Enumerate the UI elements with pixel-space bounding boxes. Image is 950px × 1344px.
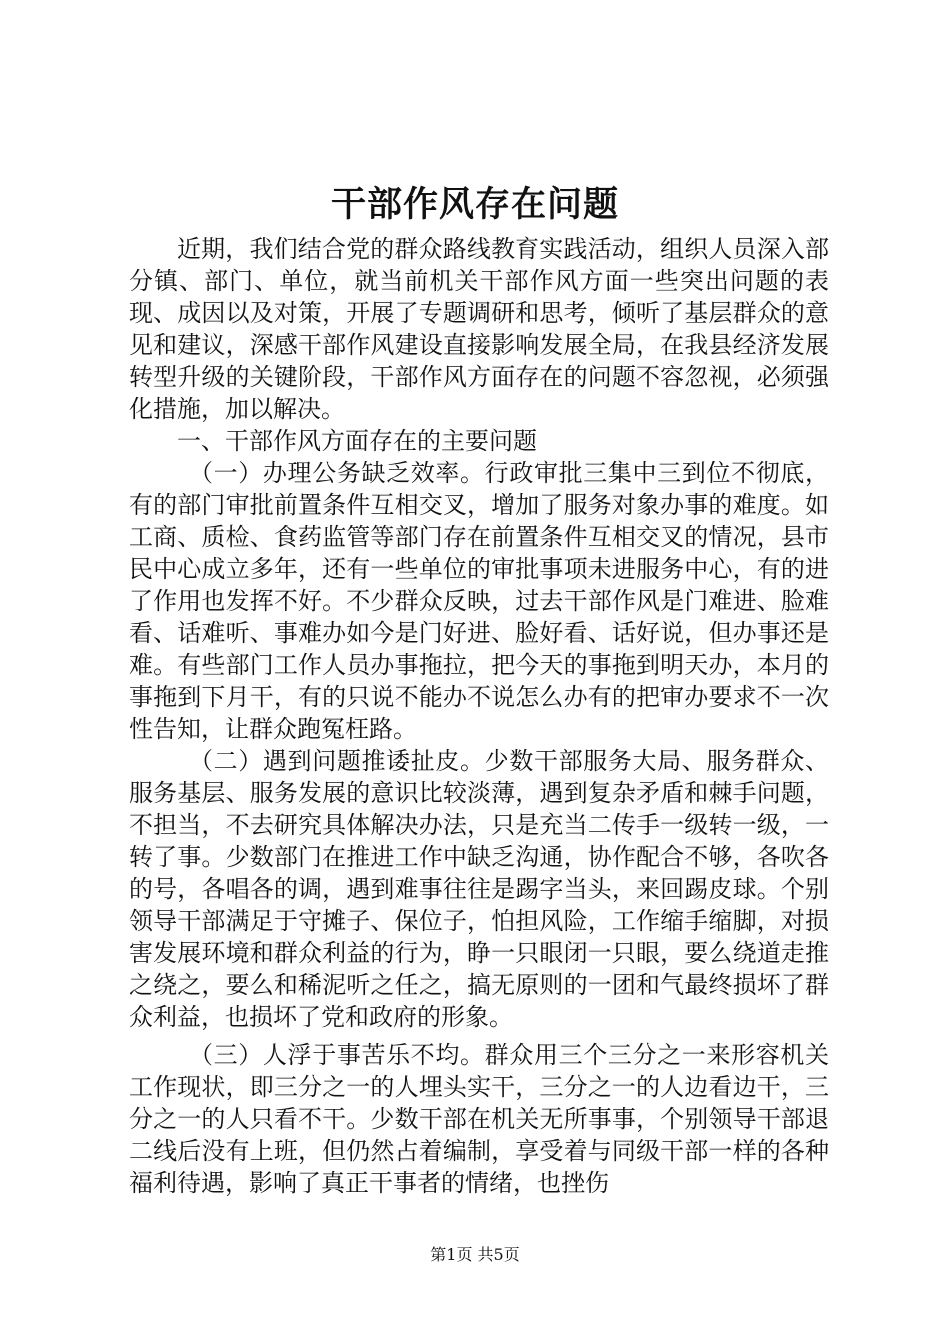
page-title: 干部作风存在问题 bbox=[330, 184, 619, 225]
document-body bbox=[129, 233, 829, 1199]
issue-paragraph-2: （二）遇到问题推诿扯皮。少数干部服务大局、服务群众、服务基层、服务发展的意识比较淡薄，遇到复杂矛盾和棘手问题，不担当，不去研究具体解决办法，只是充当二传手一级转一级，一转了事。少数部门在推进工作中缺乏沟通，协作配合不够，各吹各的号，各唱各的调，遇到难事往往是踢字当头，来回踢皮球。个别领导干部满足于守摊子、保位子，怕担风险，工作缩手缩脚，对损害发展环境和群众利益的行为，睁一只眼闭一只眼，要么绕道走推之绕之，要么和稀泥听之任之，搞无原则的一团和气最终损坏了群众利益，也损坏了党和政府的形象。 bbox=[129, 747, 829, 1031]
issue-paragraph-3: （三）人浮于事苦乐不均。群众用三个三分之一来形容机关工作现状，即三分之一的人埋头实干，三分之一的人边看边干，三分之一的人只看不干。少数干部在机关无所事事，个别领导干部退二线后没有上班，但仍然占着编制，享受着与同级干部一样的各种福利待遇，影响了真正干事者的情绪，也挫伤 bbox=[129, 1041, 829, 1197]
section-heading: 一、干部作风方面存在的主要问题 bbox=[177, 427, 537, 455]
intro-paragraph: 近期，我们结合党的群众路线教育实践活动，组织人员深入部分镇、部门、单位，就当前机关干部作风方面一些突出问题的表现、成因以及对策，开展了专题调研和思考，倾听了基层群众的意见和建议，深感干部作风建设直接影响发展全局，在我县经济发展转型升级的关键阶段，干部作风方面存在的问题不容忽视，必须强化措施，加以解决。 bbox=[129, 235, 829, 423]
page-number: 第1页 共5页 bbox=[430, 1245, 520, 1264]
issue-paragraph-1: （一）办理公务缺乏效率。行政审批三集中三到位不彻底，有的部门审批前置条件互相交叉，增加了服务对象办事的难度。如工商、质检、食药监管等部门存在前置条件互相交叉的情况，县市民中心成立多年，还有一些单位的审批事项未进服务中心，有的进了作用也发挥不好。不少群众反映，过去干部作风是门难进、脸难看、话难听、事难办如今是门好进、脸好看、话好说，但办事还是难。有些部门工作人员办事拖拉，把今天的事拖到明天办，本月的事拖到下月干，有的只说不能办不说怎么办有的把审办要求不一次性告知，让群众跑冤枉路。 bbox=[129, 459, 829, 743]
